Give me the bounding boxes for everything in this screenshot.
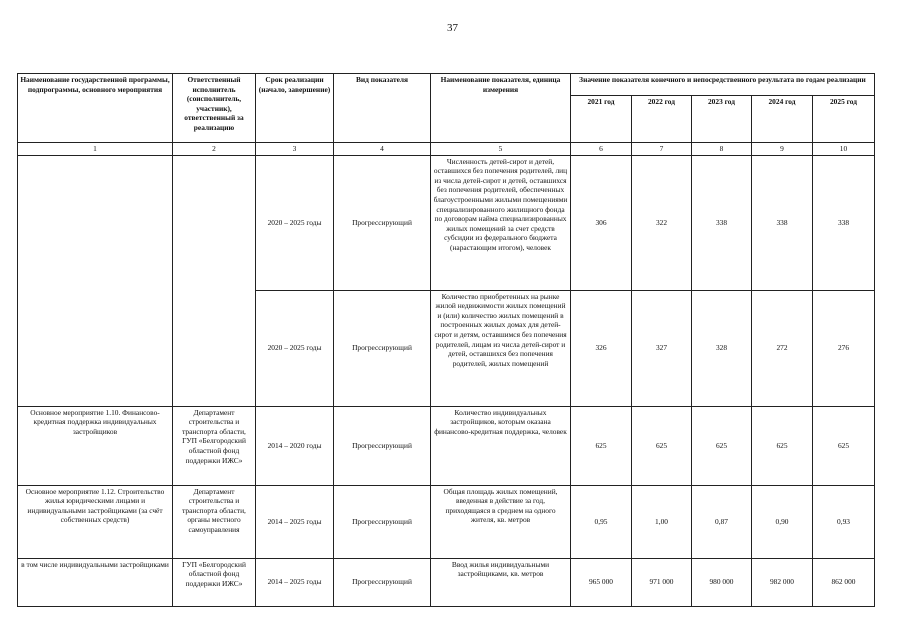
header-year: 2021 год: [571, 96, 632, 143]
table-row: [18, 558, 875, 606]
header-year: 2022 год: [632, 96, 692, 143]
kind-cell: Прогрессирующий: [334, 485, 431, 558]
value-cell: 338: [752, 155, 813, 290]
table-row: [18, 485, 875, 558]
indicator-cell: Количество индивидуальных застройщиков, которым оказана финансово-кредитная поддержка, человек: [431, 406, 571, 485]
table-row: [18, 155, 875, 290]
value-cell: 971 000: [632, 558, 692, 606]
program-cell: [18, 155, 173, 406]
value-cell: 862 000: [813, 558, 875, 606]
column-number: 8: [692, 143, 752, 156]
value-cell: 625: [632, 406, 692, 485]
column-number: 7: [632, 143, 692, 156]
value-cell: 306: [571, 155, 632, 290]
header-year: 2023 год: [692, 96, 752, 143]
header-kind: Вид показателя: [334, 74, 431, 143]
program-cell: Основное мероприятие 1.12. Строительство жилья юридическими лицами и индивидуальными застройщиками (за счёт собственных средств): [18, 485, 173, 558]
value-cell: 625: [752, 406, 813, 485]
value-cell: 276: [813, 290, 875, 406]
value-cell: 327: [632, 290, 692, 406]
header-executor: Ответственный исполнитель (соисполнитель, участник), ответственный за реализацию: [173, 74, 256, 143]
executor-cell: Департамент строительства и транспорта области, ГУП «Белгородский областной фонд поддержки ИЖС»: [173, 406, 256, 485]
indicator-cell: Ввод жилья индивидуальными застройщиками, кв. метров: [431, 558, 571, 606]
value-cell: 982 000: [752, 558, 813, 606]
page-number: 37: [447, 22, 458, 34]
column-numbers-row: [18, 143, 875, 156]
column-number: 9: [752, 143, 813, 156]
column-number: 4: [334, 143, 431, 156]
indicator-cell: Количество приобретенных на рынке жилой недвижимости жилых помещений и (или) количество жилых помещений в построенных жилых домах для детей-сирот и детям, оставшимся без попечения родителей, лицам из числа детей-сирот и детей, оставшихся без попечения родителей, жилых помещений: [431, 290, 571, 406]
indicator-cell: Общая площадь жилых помещений, введенная в действие за год, приходящаяся в среднем на одного жителя, кв. метров: [431, 485, 571, 558]
table-row: [18, 406, 875, 485]
value-cell: 0,93: [813, 485, 875, 558]
executor-cell: ГУП «Белгородский областной фонд поддержки ИЖС»: [173, 558, 256, 606]
executor-cell: [173, 155, 256, 406]
column-number: 5: [431, 143, 571, 156]
header-indicator: Наименование показателя, единица измерения: [431, 74, 571, 143]
kind-cell: Прогрессирующий: [334, 290, 431, 406]
period-cell: 2014 – 2025 годы: [256, 558, 334, 606]
value-cell: 625: [813, 406, 875, 485]
header-year: 2024 год: [752, 96, 813, 143]
column-number: 10: [813, 143, 875, 156]
kind-cell: Прогрессирующий: [334, 406, 431, 485]
indicator-cell: Численность детей-сирот и детей, оставшихся без попечения родителей, лиц из числа детей-сирот и детей, оставшихся без попечения родителей, обеспеченных благоустроенными жилыми помещениями специализированного жилищного фонда по договорам найма специализированных жилых помещений за счет средств субсидии из федерального бюджета (нарастающим итогом), человек: [431, 155, 571, 290]
value-cell: 1,00: [632, 485, 692, 558]
indicator-table: [17, 73, 875, 607]
value-cell: 625: [571, 406, 632, 485]
header-program: Наименование государственной программы, подпрограммы, основного мероприятия: [18, 74, 173, 143]
kind-cell: Прогрессирующий: [334, 155, 431, 290]
period-cell: 2014 – 2025 годы: [256, 485, 334, 558]
value-cell: 326: [571, 290, 632, 406]
value-cell: 0,95: [571, 485, 632, 558]
value-cell: 328: [692, 290, 752, 406]
value-cell: 0,87: [692, 485, 752, 558]
header-period: Срок реализации (начало, завершение): [256, 74, 334, 143]
program-cell: в том числе индивидуальными застройщиками: [18, 558, 173, 606]
value-cell: 322: [632, 155, 692, 290]
column-number: 3: [256, 143, 334, 156]
header-row: [18, 74, 875, 96]
value-cell: 980 000: [692, 558, 752, 606]
period-cell: 2014 – 2020 годы: [256, 406, 334, 485]
period-cell: 2020 – 2025 годы: [256, 155, 334, 290]
program-cell: Основное мероприятие 1.10. Финансово-кредитная поддержка индивидуальных застройщиков: [18, 406, 173, 485]
column-number: 2: [173, 143, 256, 156]
header-values-group: Значение показателя конечного и непосредственного результата по годам реализации: [571, 74, 875, 96]
executor-cell: Департамент строительства и транспорта области, органы местного самоуправления: [173, 485, 256, 558]
value-cell: 338: [692, 155, 752, 290]
kind-cell: Прогрессирующий: [334, 558, 431, 606]
value-cell: 965 000: [571, 558, 632, 606]
value-cell: 272: [752, 290, 813, 406]
value-cell: 625: [692, 406, 752, 485]
period-cell: 2020 – 2025 годы: [256, 290, 334, 406]
value-cell: 0,90: [752, 485, 813, 558]
header-year: 2025 год: [813, 96, 875, 143]
column-number: 1: [18, 143, 173, 156]
value-cell: 338: [813, 155, 875, 290]
column-number: 6: [571, 143, 632, 156]
